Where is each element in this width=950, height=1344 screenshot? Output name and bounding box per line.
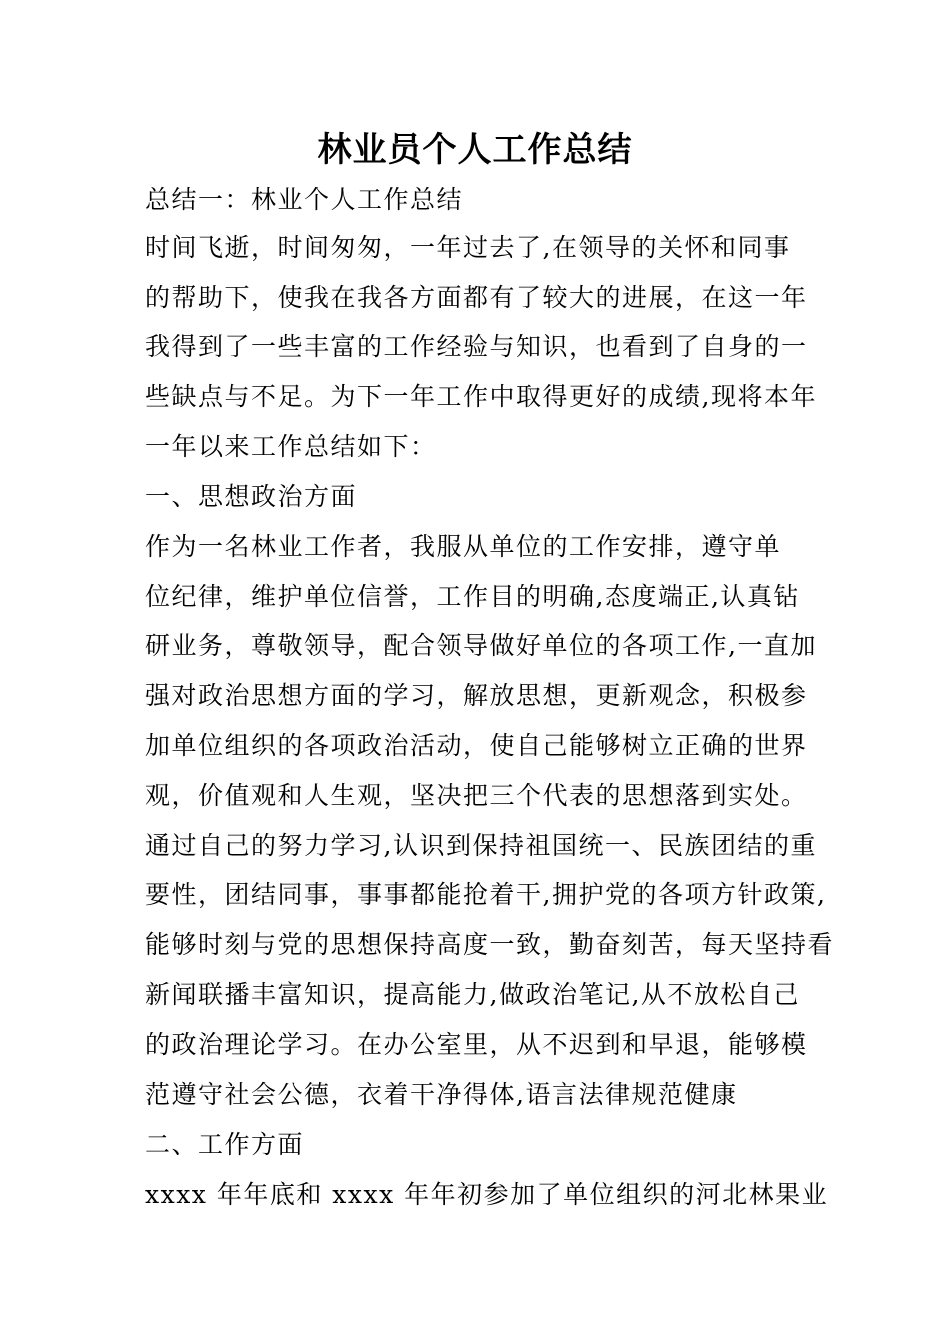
text-line: 我得到了一些丰富的工作经验与知识，也看到了自身的一 [145, 332, 808, 361]
text-line: 位纪律，维护单位信誉，工作目的明确,态度端正,认真钻 [145, 582, 800, 611]
text-line: 范遵守社会公德，衣着干净得体,语言法律规范健康 [145, 1080, 738, 1109]
text-line: 通过自己的努力学习,认识到保持祖国统一、民族团结的重 [145, 831, 817, 860]
text-line: 些缺点与不足。为下一年工作中取得更好的成绩,现将本年 [145, 382, 817, 411]
text-line: 观，价值观和人生观，坚决把三个代表的思想落到实处。 [145, 781, 808, 810]
text-line: xxxx 年年底和 xxxx 年年初参加了单位组织的河北林果业 [145, 1180, 829, 1209]
text-line: 的政治理论学习。在办公室里，从不迟到和早退，能够模 [145, 1030, 808, 1059]
text-line: 总结一：林业个人工作总结 [145, 185, 464, 214]
text-line: 的帮助下，使我在我各方面都有了较大的进展，在这一年 [145, 283, 808, 312]
document-title: 林业员个人工作总结 [317, 130, 633, 170]
text-line: 强对政治思想方面的学习，解放思想，更新观念，积极参 [145, 681, 808, 710]
section-heading: 一、思想政治方面 [145, 482, 358, 511]
text-line: 作为一名林业工作者，我服从单位的工作安排，遵守单 [145, 532, 782, 561]
text-line: 要性，团结同事，事事都能抢着干,拥护党的各项方针政策, [145, 880, 827, 909]
text-line: 研业务，尊敬领导，配合领导做好单位的各项工作,一直加 [145, 631, 817, 660]
text-line: 加单位组织的各项政治活动，使自己能够树立正确的世界 [145, 731, 808, 760]
text-line: 新闻联播丰富知识，提高能力,做政治笔记,从不放松自己 [145, 980, 800, 1009]
text-line: 能够时刻与党的思想保持高度一致，勤奋刻苦，每天坚持看 [145, 930, 835, 959]
text-line: 时间飞逝，时间匆匆，一年过去了,在领导的关怀和同事 [145, 233, 791, 262]
text-line: 一年以来工作总结如下： [145, 432, 437, 461]
section-heading: 二、工作方面 [145, 1130, 305, 1159]
